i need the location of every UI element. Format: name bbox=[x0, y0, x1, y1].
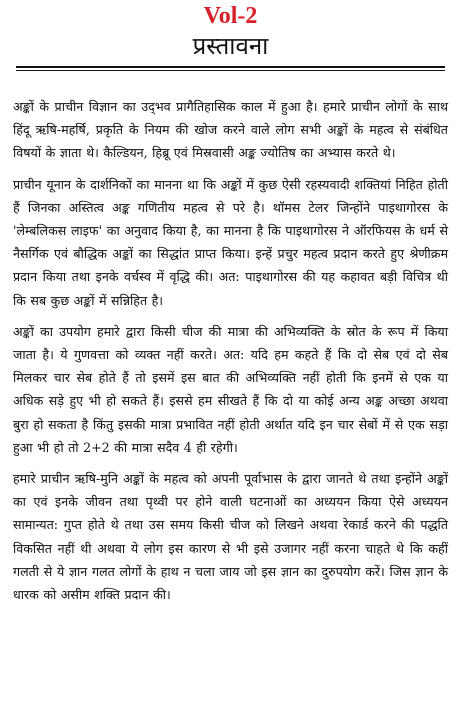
paragraph-3: अङ्कों का उपयोग हमारे द्वारा किसी चीज की मात्रा की अभिव्यक्ति के स्रोत के रूप में किया जाता है। ये गुणवत्ता को व्यक्त नहीं करते। अत: यदि हम कहते हैं कि दो सेब एवं दो सेब मिलकर चार सेब होते हैं तो इसमें इस बात की अभिव्यक्ति नहीं होती कि इनमें से एक या अधिक सड़े हुए भी हो सकते हैं। इससे हम सीखते हैं कि दो या कोई अन्य अङ्क अच्छा अथवा बुरा हो सकता है किंतु इसकी मात्रा प्रभावित नहीं होती अर्थात यदि इन चार सेबों में से एक सड़ा हुआ भी हो तो 2+2 की मात्रा सदैव 4 ही रहेगी। bbox=[13, 323, 448, 455]
title-rule bbox=[16, 66, 445, 68]
title-rule-thin bbox=[16, 70, 445, 71]
volume-label: Vol-2 bbox=[203, 3, 258, 29]
paragraph-2: प्राचीन यूनान के दार्शनिकों का मानना था कि अङ्कों में कुछ ऐसी रहस्यवादी शक्तियां निहित होती हैं जिनका अस्तित्व अङ्क गणितीय महत्व से परे है। थॉमस टेलर जिन्होंने पाइथागोरस के 'लेम्बलिकस लाइफ' का अनुवाद किया है, का मानना है कि पाइथागोरस ने ऑरफियस के धर्म से नैसर्गिक एवं बौद्धिक अङ्कों का सिद्धांत प्राप्त किया। इन्हें प्रचुर महत्व प्रदान करते हुए श्रेणीक्रम प्रदान किया तथा इनके वर्चस्व में वृद्धि की। अत: पाइथागोरस की यह कहावत बड़ी विचित्र थी कि सब कुछ अङ्कों में सन्निहित है। bbox=[13, 176, 448, 308]
page-title: प्रस्तावना bbox=[192, 32, 269, 60]
paragraph-4: हमारे प्राचीन ऋषि-मुनि अङ्कों के महत्व को अपनी पूर्वाभास के द्वारा जानते थे तथा इन्होंने अङ्कों का एवं इनके जीवन तथा पृथ्वी पर होने वाली घटनाओं का अध्ययन किया ऐसे अध्ययन सामान्यत: गुप्त होते थे तथा उस समय किसी चीज को लिखने अथवा रेकार्ड करने की पद्धति विकसित नहीं थी अथवा ये लोग इस कारण से भी इसे उजागर नहीं करना चाहते थे कि कहीं गलती से ये ज्ञान गलत लोगों के हाथ न चला जाय जो इस ज्ञान का दुरुपयोग करें। जिस ज्ञान के धारक को असीम शक्ति प्रदान की। bbox=[13, 471, 448, 603]
body-text bbox=[13, 95, 448, 606]
paragraph-1: अङ्कों के प्राचीन विज्ञान का उद्‌भव प्रागैतिहासिक काल में हुआ है। हमारे प्राचीन लोगों के साथ हिंदू ऋषि-महर्षि, प्रकृति के नियम की खोज करने वाले लोग सभी अङ्कों के महत्व से संबंधित विषयों के ज्ञाता थे। कैल्डियन, हिब्रू एवं मिस्रवासी अङ्क ज्योतिष का अभ्यास करते थे। bbox=[13, 99, 449, 161]
